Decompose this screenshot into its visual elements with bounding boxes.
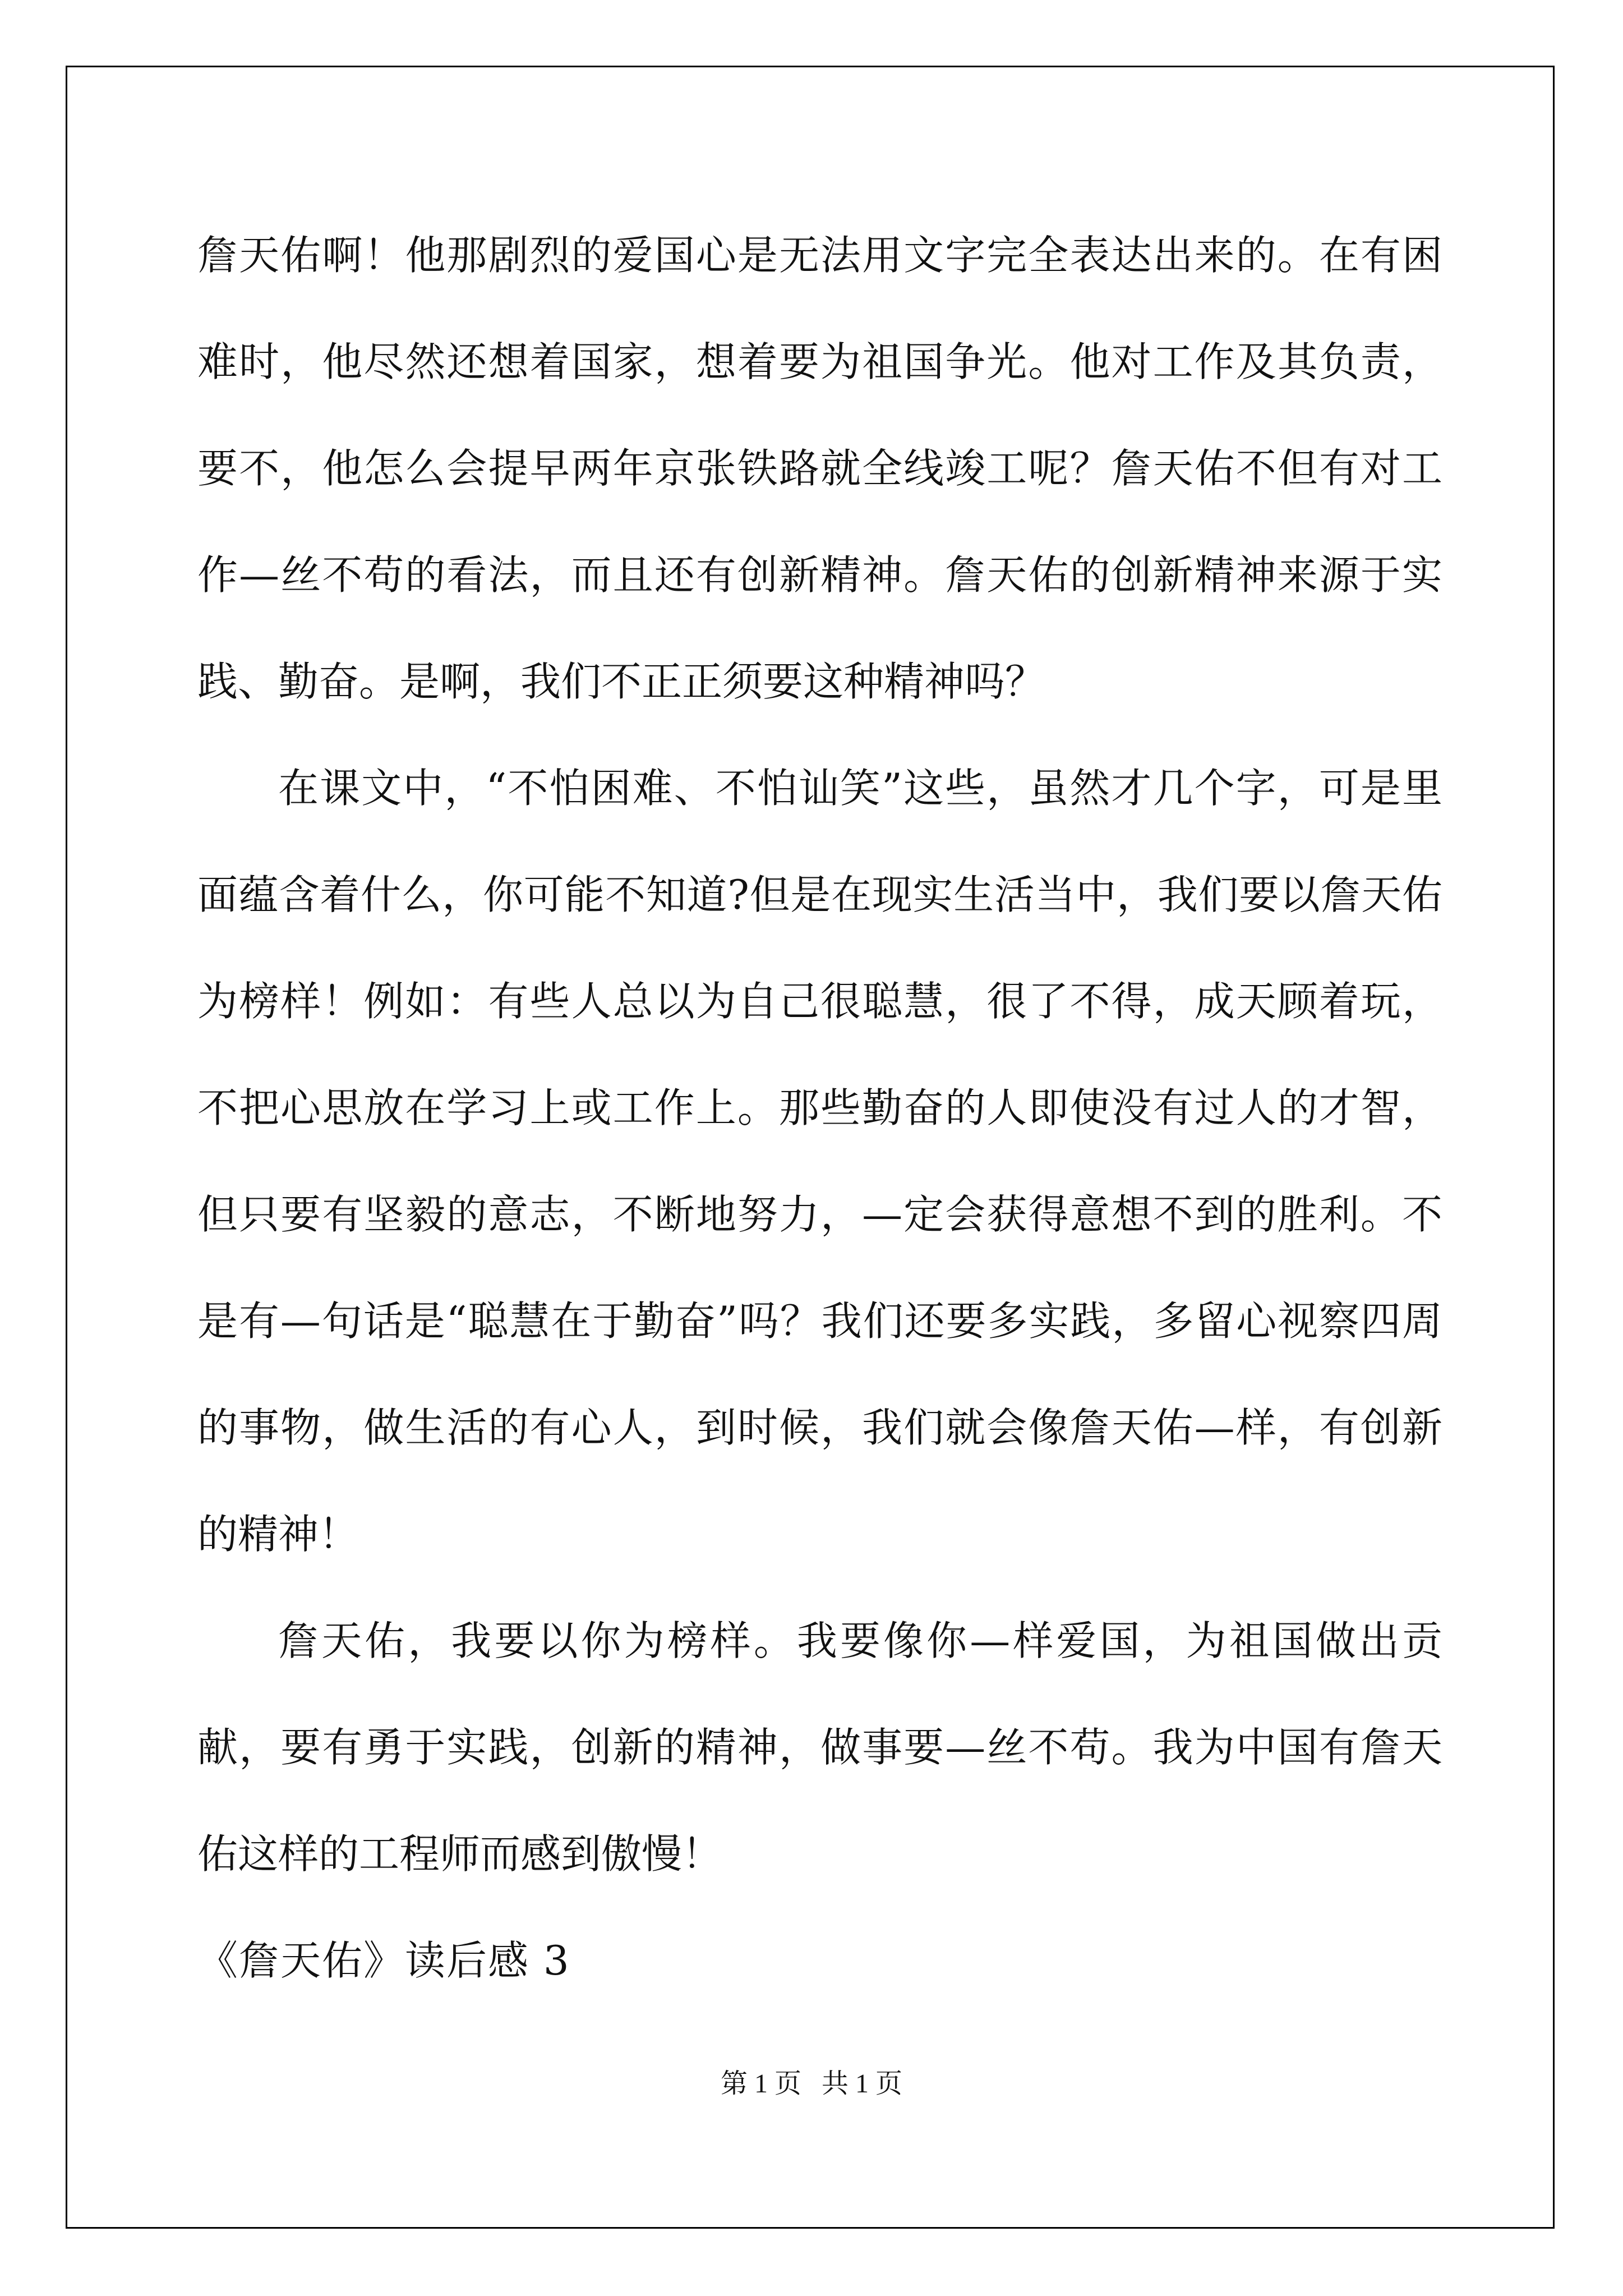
page-total: 共 1 页 [822, 2069, 903, 2099]
page-number: 第 1 页 [720, 2069, 801, 2099]
page-footer [0, 2062, 1623, 2100]
section-heading: 《詹天佑》读后感 3 [197, 1937, 570, 1984]
paragraph-2: 在课文中，“不怕困难、不怕讪笑”这些，虽然才几个字，可是里面蕴含着什么，你可能不知道?但是在现实生活当中，我们要以詹天佑为榜样！例如：有些人总以为自己很聪慧，很了不得，成天顾着玩，不把心思放在学习上或工作上。那些勤奋的人即使没有过人的才智，但只要有坚毅的意志，不断地努力，—定会获得意想不到的胜利。不是有—句话是“聪慧在于勤奋”吗？我们还要多实践，多留心视察四周的事物，做生活的有心人，到时候，我们就会像詹天佑—样，有创新的精神！ [197, 765, 1442, 1558]
paragraph-1: 詹天佑啊！他那剧烈的爱国心是无法用文字完全表达出来的。在有困难时，他尽然还想着国家，想着要为祖国争光。他对工作及其负责，要不，他怎么会提早两年京张铁路就全线竣工呢？詹天佑不但有对工作—丝不苟的看法，而且还有创新精神。詹天佑的创新精神来源于实践、勤奋。是啊，我们不正正须要这种精神吗？ [197, 232, 1442, 705]
document-body [197, 202, 1442, 2014]
paragraph-3: 詹天佑，我要以你为榜样。我要像你—样爱国，为祖国做出贡献，要有勇于实践，创新的精神，做事要—丝不苟。我为中国有詹天佑这样的工程师而感到傲慢！ [197, 1617, 1442, 1878]
